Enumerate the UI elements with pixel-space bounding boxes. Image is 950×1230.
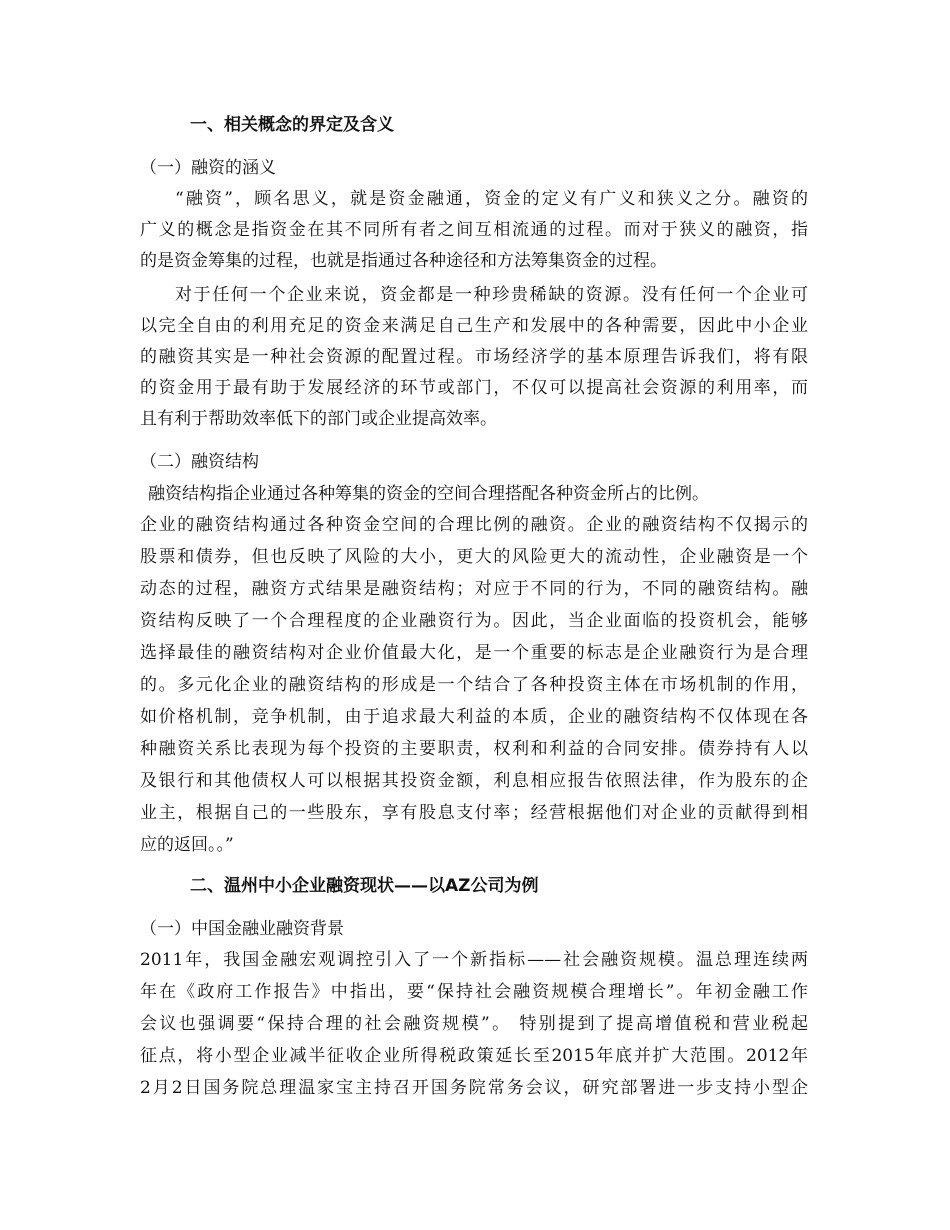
paragraph-line: 动态的过程，融资方式结果是融资结构；对应于不同的行为，不同的融资结构。融: [140, 579, 808, 599]
paragraph-line: 广义的概念是指资金在其不同所有者之间互相流通的过程。而对于狭义的融资，指: [140, 220, 808, 240]
subsection-1-2-title: （二）融资结构: [140, 452, 259, 472]
section-2-heading: 二、温州中小企业融资现状——以AZ公司为例: [190, 876, 539, 896]
paragraph-line: 的融资其实是一种社会资源的配置过程。市场经济学的基本原理告诉我们，将有限: [140, 347, 808, 367]
subsection-1-1-title: （一）融资的涵义: [140, 158, 276, 178]
paragraph-line: 资结构反映了一个合理程度的企业融资行为。因此，当企业面临的投资机会，能够: [140, 611, 808, 631]
paragraph-line: 的是资金筹集的过程，也就是指通过各种途径和方法筹集资金的过程。: [140, 251, 667, 271]
paragraph-line: 年在《政府工作报告》中指出，要“保持社会融资规模合理增长”。年初金融工作: [140, 982, 808, 1002]
paragraph-line: 会议也强调要“保持合理的社会融资规模”。 特别提到了提高增值税和营业税起: [140, 1014, 808, 1034]
paragraph-line: 且有利于帮助效率低下的部门或企业提高效率。: [140, 409, 497, 429]
paragraph-line: 以完全自由的利用充足的资金来满足自己生产和发展中的各种需要，因此中小企业: [140, 316, 808, 336]
paragraph-line: 的。多元化企业的融资结构的形成是一个结合了各种投资主体在市场机制的作用，: [140, 675, 808, 695]
paragraph-line: 选择最佳的融资结构对企业价值最大化，是一个重要的标志是企业融资行为是合理: [140, 643, 808, 663]
paragraph-line: 融资结构指企业通过各种筹集的资金的空间合理搭配各种资金所占的比例。: [148, 484, 709, 504]
paragraph-line: 如价格机制，竞争机制，由于追求最大利益的本质，企业的融资结构不仅体现在各: [140, 707, 808, 727]
section-1-heading: 一、相关概念的界定及含义: [190, 115, 394, 135]
paragraph-line: 股票和债券，但也反映了风险的大小，更大的风险更大的流动性，企业融资是一个: [140, 547, 808, 567]
paragraph-line: 2011年，我国金融宏观调控引入了一个新指标——社会融资规模。温总理连续两: [140, 950, 808, 970]
subsection-2-1-title: （一）中国金融业融资背景: [140, 919, 344, 939]
paragraph-line: 及银行和其他债权人可以根据其投资金额，利息相应报告依照法律，作为股东的企: [140, 771, 808, 791]
paragraph-line: 的资金用于最有助于发展经济的环节或部门，不仅可以提高社会资源的利用率，而: [140, 378, 808, 398]
paragraph-line: “融资”，顾名思义，就是资金融通，资金的定义有广义和狭义之分。融资的: [175, 189, 808, 209]
paragraph-line: 企业的融资结构通过各种资金空间的合理比例的融资。企业的融资结构不仅揭示的: [140, 515, 808, 535]
paragraph-line: 种融资关系比表现为每个投资的主要职责，权利和利益的合同安排。债券持有人以: [140, 739, 808, 759]
paragraph-line: 2月2日国务院总理温家宝主持召开国务院常务会议，研究部署进一步支持小型企: [140, 1078, 808, 1098]
paragraph-line: 对于任何一个企业来说，资金都是一种珍贵稀缺的资源。没有任何一个企业可: [175, 285, 808, 305]
paragraph-line: 征点，将小型企业减半征收企业所得税政策延长至2015年底并扩大范围。2012年: [140, 1046, 808, 1066]
paragraph-line: 应的返回。。”: [140, 835, 234, 855]
paragraph-line: 业主，根据自己的一些股东，享有股息支付率；经营根据他们对企业的贡献得到相: [140, 803, 808, 823]
